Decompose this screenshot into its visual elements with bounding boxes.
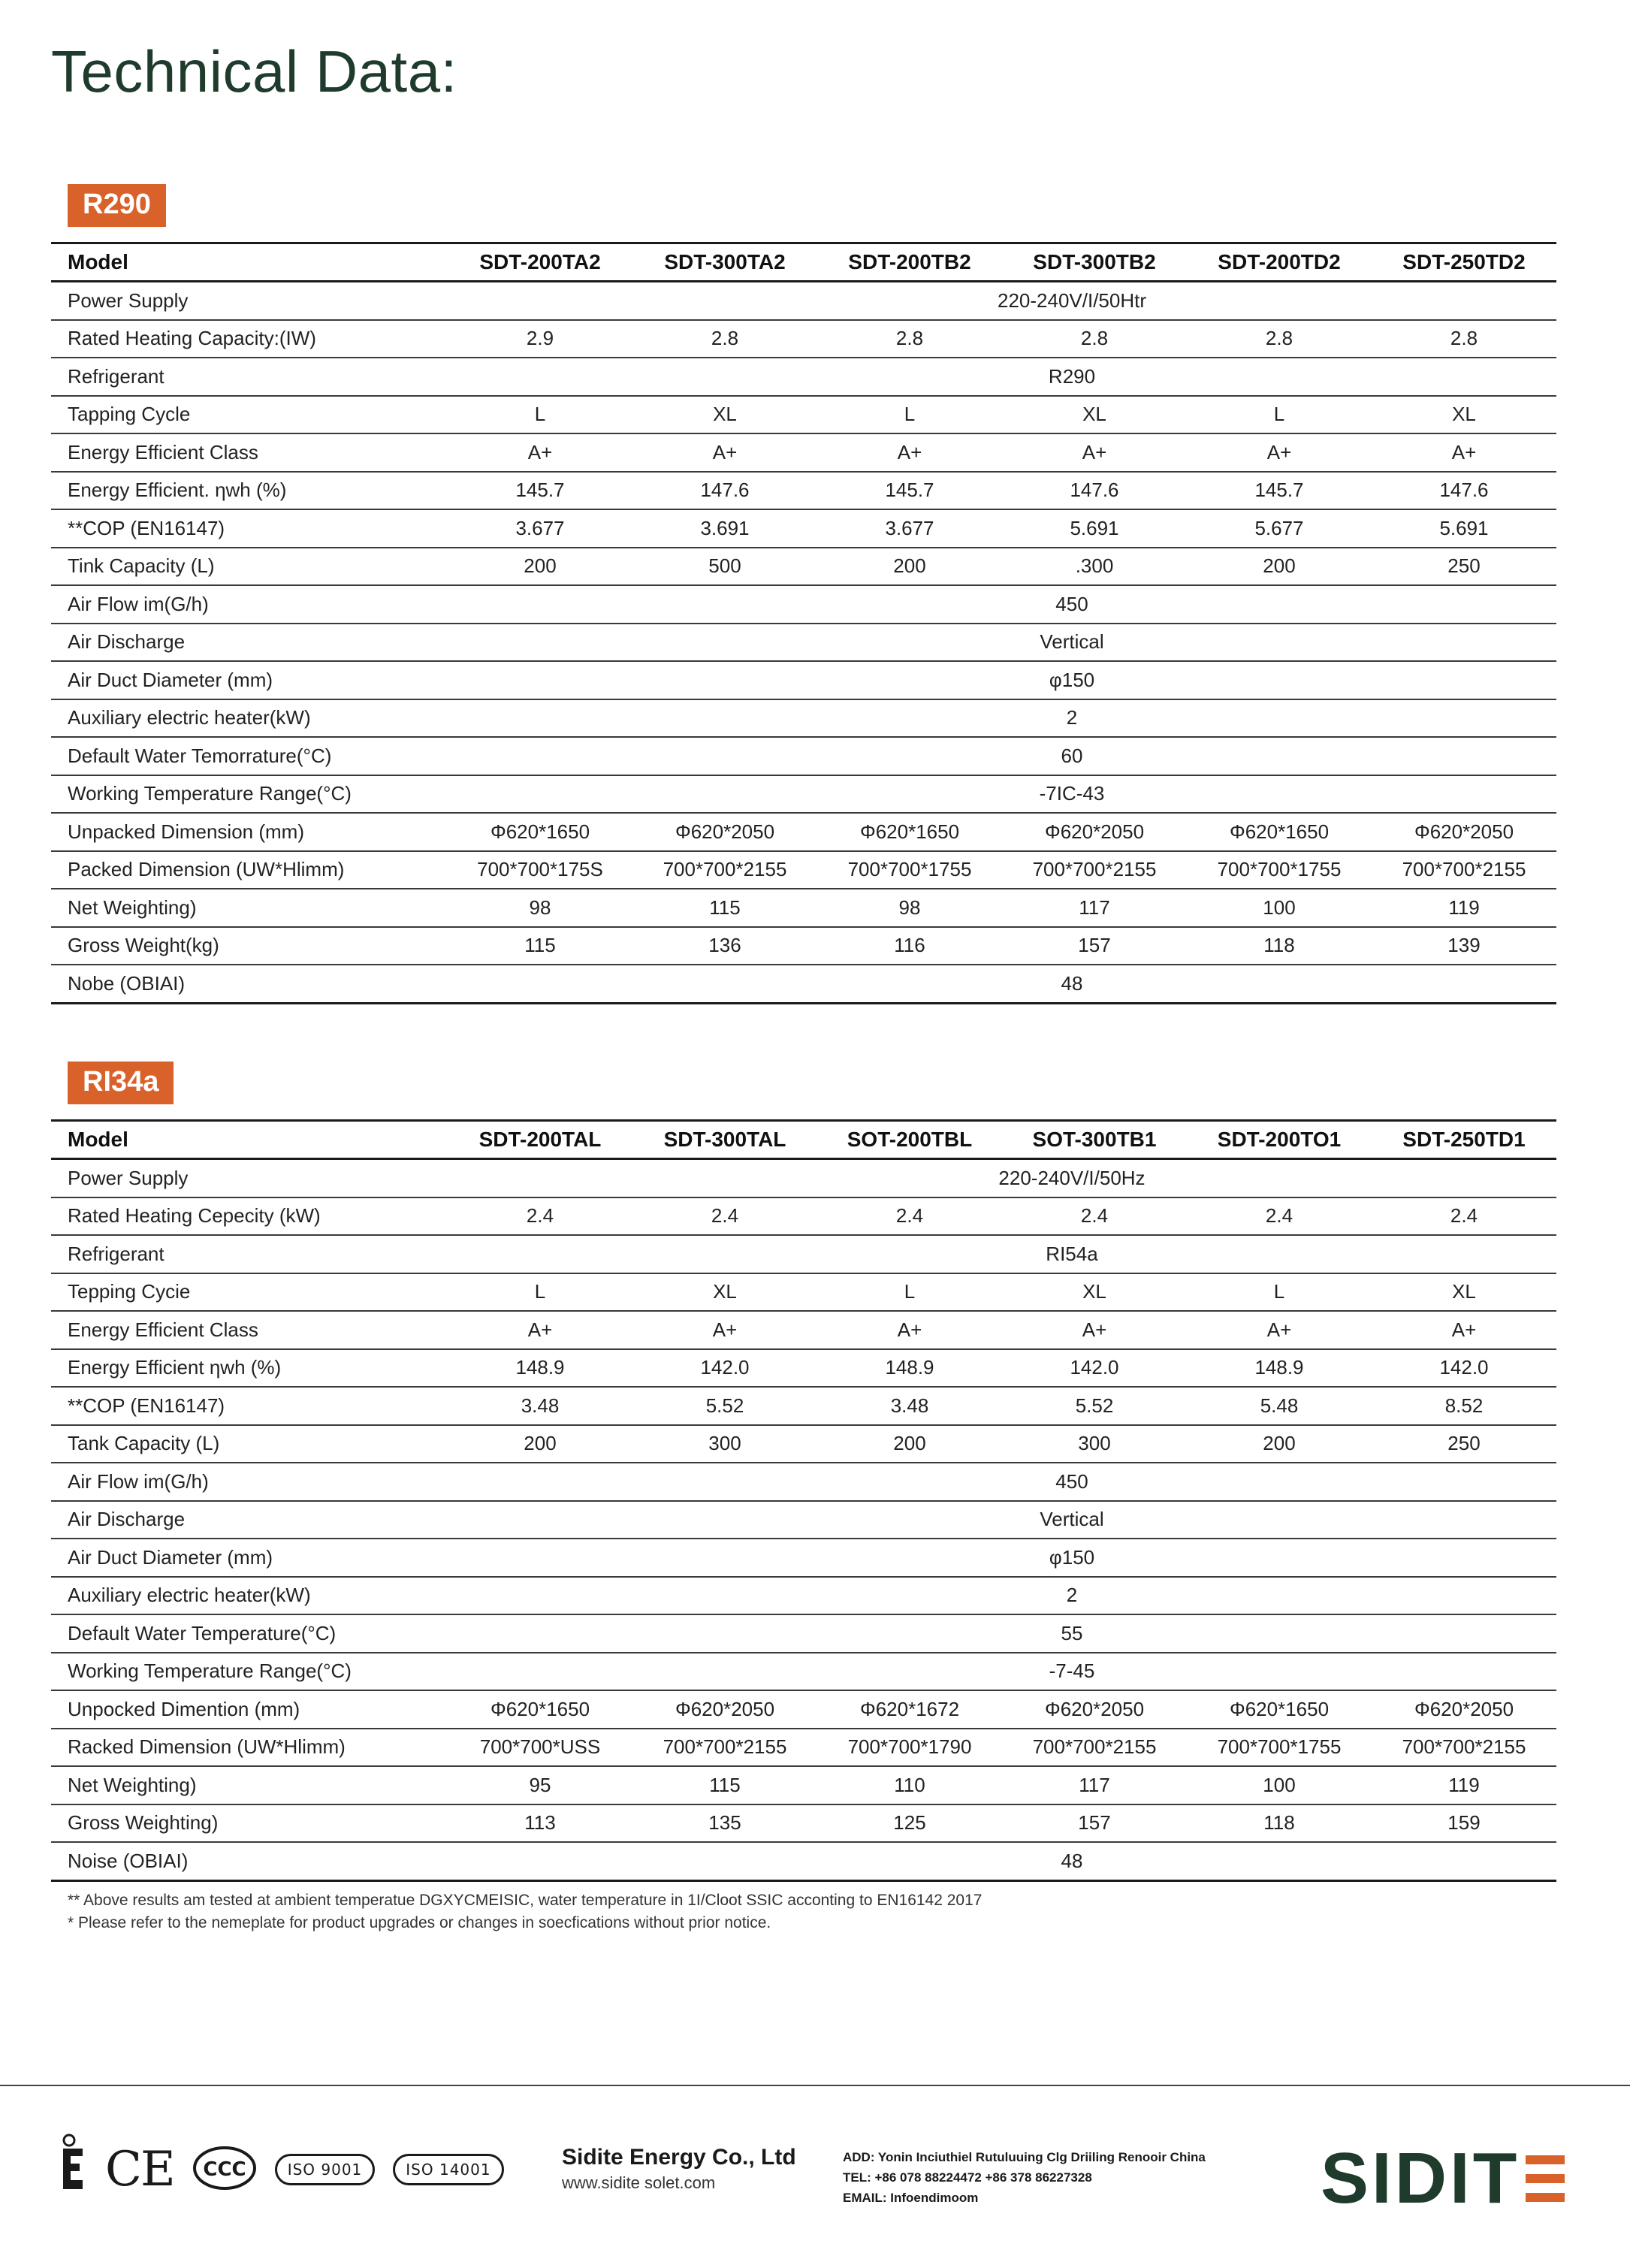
logo-wordmark: SIDIT bbox=[1321, 2138, 1520, 2218]
value-cell: 700*700*1755 bbox=[817, 851, 1002, 889]
header-model-cell: SDT-250TD2 bbox=[1372, 243, 1556, 282]
value-cell: 142.0 bbox=[1372, 1349, 1556, 1388]
value-cell: XL bbox=[1372, 1273, 1556, 1312]
value-cell: Φ620*1672 bbox=[817, 1690, 1002, 1729]
table-row bbox=[51, 1653, 1556, 1691]
value-cell: 2.4 bbox=[448, 1197, 632, 1236]
row-label: Default Water Temperature(°C) bbox=[51, 1614, 448, 1653]
row-label: Tink Capacity (L) bbox=[51, 548, 448, 586]
spanned-value-cell: 450 bbox=[448, 1463, 1556, 1501]
value-cell: 100 bbox=[1187, 889, 1372, 927]
value-cell: 136 bbox=[632, 927, 817, 965]
value-cell: L bbox=[448, 1273, 632, 1312]
contact-info bbox=[843, 2147, 1206, 2208]
table-row bbox=[51, 1729, 1556, 1767]
row-label: Tank Capacity (L) bbox=[51, 1425, 448, 1463]
value-cell: 147.6 bbox=[632, 472, 817, 510]
value-cell: 700*700*175S bbox=[448, 851, 632, 889]
value-cell: 3.677 bbox=[448, 509, 632, 548]
row-label: Power Supply bbox=[51, 282, 448, 320]
row-label: Racked Dimension (UW*Hlimm) bbox=[51, 1729, 448, 1767]
table-row bbox=[51, 1349, 1556, 1388]
value-cell: 95 bbox=[448, 1766, 632, 1804]
value-cell: 145.7 bbox=[817, 472, 1002, 510]
value-cell: 700*700*1755 bbox=[1187, 1729, 1372, 1767]
spanned-value-cell: 55 bbox=[448, 1614, 1556, 1653]
value-cell: A+ bbox=[1372, 1311, 1556, 1349]
row-label: Default Water Temorrature(°C) bbox=[51, 737, 448, 775]
table-row bbox=[51, 1539, 1556, 1577]
value-cell: 115 bbox=[632, 889, 817, 927]
value-cell: 119 bbox=[1372, 1766, 1556, 1804]
row-label: Air Discharge bbox=[51, 1501, 448, 1539]
value-cell: 2.4 bbox=[1187, 1197, 1372, 1236]
value-cell: 113 bbox=[448, 1804, 632, 1843]
certification-marks bbox=[59, 2132, 504, 2207]
value-cell: 5.691 bbox=[1002, 509, 1187, 548]
value-cell: Φ620*1650 bbox=[1187, 813, 1372, 851]
table-row bbox=[51, 927, 1556, 965]
value-cell: XL bbox=[1002, 396, 1187, 434]
table-row bbox=[51, 889, 1556, 927]
value-cell: 118 bbox=[1187, 1804, 1372, 1843]
value-cell: 2.4 bbox=[817, 1197, 1002, 1236]
value-cell: 700*700*1790 bbox=[817, 1729, 1002, 1767]
table-row bbox=[51, 358, 1556, 396]
row-label: Refrigerant bbox=[51, 358, 448, 396]
spanned-value-cell: -7IC-43 bbox=[448, 775, 1556, 814]
table-row bbox=[51, 1842, 1556, 1880]
table-row bbox=[51, 509, 1556, 548]
value-cell: A+ bbox=[1002, 433, 1187, 472]
value-cell: 98 bbox=[817, 889, 1002, 927]
value-cell: L bbox=[817, 396, 1002, 434]
value-cell: L bbox=[1187, 396, 1372, 434]
header-model-cell: SDT-200TD2 bbox=[1187, 243, 1372, 282]
value-cell: 5.677 bbox=[1187, 509, 1372, 548]
value-cell: 148.9 bbox=[448, 1349, 632, 1388]
footnotes bbox=[51, 1889, 1556, 1934]
row-label: Auxiliary electric heater(kW) bbox=[51, 699, 448, 738]
value-cell: Φ620*2050 bbox=[1002, 813, 1187, 851]
value-cell: 147.6 bbox=[1372, 472, 1556, 510]
value-cell: 100 bbox=[1187, 1766, 1372, 1804]
table-row bbox=[51, 1273, 1556, 1312]
value-cell: L bbox=[448, 396, 632, 434]
spanned-value-cell: φ150 bbox=[448, 661, 1556, 699]
table-header-row bbox=[51, 1121, 1556, 1159]
row-label: Net Weighting) bbox=[51, 1766, 448, 1804]
header-model-cell: SDT-250TD1 bbox=[1372, 1121, 1556, 1159]
row-label: Energy Efficient. ηwh (%) bbox=[51, 472, 448, 510]
refrigerant-badge: RI34a bbox=[68, 1062, 174, 1104]
value-cell: L bbox=[1187, 1273, 1372, 1312]
row-label: Working Temperature Range(°C) bbox=[51, 775, 448, 814]
value-cell: A+ bbox=[632, 433, 817, 472]
value-cell: 200 bbox=[817, 1425, 1002, 1463]
table-row bbox=[51, 624, 1556, 662]
value-cell: A+ bbox=[1372, 433, 1556, 472]
header-model-cell: SDT-300TA2 bbox=[632, 243, 817, 282]
footer-divider bbox=[0, 2085, 1630, 2086]
value-cell: 98 bbox=[448, 889, 632, 927]
email-line: EMAIL: Infoendimoom bbox=[843, 2191, 979, 2205]
ccc-label: CCC bbox=[203, 2158, 246, 2181]
table-row bbox=[51, 433, 1556, 472]
value-cell: 135 bbox=[632, 1804, 817, 1843]
table-row bbox=[51, 1463, 1556, 1501]
value-cell: 700*700*2155 bbox=[632, 1729, 817, 1767]
value-cell: 116 bbox=[817, 927, 1002, 965]
table-row bbox=[51, 1159, 1556, 1197]
value-cell: 2.8 bbox=[817, 320, 1002, 358]
value-cell: A+ bbox=[448, 1311, 632, 1349]
value-cell: Φ620*1650 bbox=[817, 813, 1002, 851]
value-cell: 200 bbox=[817, 548, 1002, 586]
value-cell: 3.677 bbox=[817, 509, 1002, 548]
value-cell: 147.6 bbox=[1002, 472, 1187, 510]
sidite-logo bbox=[1321, 2138, 1565, 2218]
spanned-value-cell: 60 bbox=[448, 737, 1556, 775]
row-label: Air Duct Diameter (mm) bbox=[51, 1539, 448, 1577]
value-cell: 145.7 bbox=[1187, 472, 1372, 510]
value-cell: 500 bbox=[632, 548, 817, 586]
value-cell: 700*700*2155 bbox=[1002, 851, 1187, 889]
spanned-value-cell: Vertical bbox=[448, 624, 1556, 662]
value-cell: XL bbox=[632, 1273, 817, 1312]
energy-label-icon bbox=[59, 2134, 87, 2206]
value-cell: 200 bbox=[1187, 1425, 1372, 1463]
spec-table bbox=[51, 1119, 1556, 1882]
value-cell: 2.8 bbox=[1002, 320, 1187, 358]
row-label: Rated Heating Cepecity (kW) bbox=[51, 1197, 448, 1236]
spanned-value-cell: 220-240V/I/50Hz bbox=[448, 1159, 1556, 1197]
row-label: Refrigerant bbox=[51, 1235, 448, 1273]
company-info bbox=[562, 2145, 796, 2193]
header-model-cell: SDT-200TAL bbox=[448, 1121, 632, 1159]
value-cell: A+ bbox=[1187, 433, 1372, 472]
row-label: Unpacked Dimension (mm) bbox=[51, 813, 448, 851]
value-cell: 2.8 bbox=[1372, 320, 1556, 358]
value-cell: 145.7 bbox=[448, 472, 632, 510]
row-label: Working Temperature Range(°C) bbox=[51, 1653, 448, 1691]
spanned-value-cell: 48 bbox=[448, 1842, 1556, 1880]
value-cell: 2.4 bbox=[1372, 1197, 1556, 1236]
spanned-value-cell: 2 bbox=[448, 699, 1556, 738]
value-cell: 110 bbox=[817, 1766, 1002, 1804]
value-cell: 118 bbox=[1187, 927, 1372, 965]
value-cell: 148.9 bbox=[817, 1349, 1002, 1388]
value-cell: 700*700*USS bbox=[448, 1729, 632, 1767]
row-label: Nobe (OBIAI) bbox=[51, 965, 448, 1003]
address-line: ADD: Yonin Inciuthiel Rutuluuing Clg Driiling Renooir China bbox=[843, 2150, 1206, 2164]
value-cell: XL bbox=[632, 396, 817, 434]
row-label: Net Weighting) bbox=[51, 889, 448, 927]
value-cell: 250 bbox=[1372, 1425, 1556, 1463]
row-label: Power Supply bbox=[51, 1159, 448, 1197]
table-row bbox=[51, 965, 1556, 1003]
value-cell: 700*700*2155 bbox=[1002, 1729, 1187, 1767]
value-cell: 250 bbox=[1372, 548, 1556, 586]
table-row bbox=[51, 1690, 1556, 1729]
row-label: Air Flow im(G/h) bbox=[51, 585, 448, 624]
value-cell: A+ bbox=[1002, 1311, 1187, 1349]
table-row bbox=[51, 1577, 1556, 1615]
row-label: Energy Efficient Class bbox=[51, 433, 448, 472]
table-row bbox=[51, 661, 1556, 699]
row-label: Rated Heating Capacity:(IW) bbox=[51, 320, 448, 358]
row-label: Air Duct Diameter (mm) bbox=[51, 661, 448, 699]
spanned-value-cell: 450 bbox=[448, 585, 1556, 624]
header-model-label: Model bbox=[51, 243, 448, 282]
value-cell: 700*700*2155 bbox=[632, 851, 817, 889]
value-cell: 3.691 bbox=[632, 509, 817, 548]
row-label: Tepping Cycie bbox=[51, 1273, 448, 1312]
row-label: Gross Weighting) bbox=[51, 1804, 448, 1843]
value-cell: Φ620*1650 bbox=[448, 1690, 632, 1729]
value-cell: 700*700*1755 bbox=[1187, 851, 1372, 889]
value-cell: A+ bbox=[817, 1311, 1002, 1349]
row-label: Auxiliary electric heater(kW) bbox=[51, 1577, 448, 1615]
value-cell: Φ620*2050 bbox=[632, 1690, 817, 1729]
table-row bbox=[51, 548, 1556, 586]
table-row bbox=[51, 775, 1556, 814]
spanned-value-cell: R290 bbox=[448, 358, 1556, 396]
spanned-value-cell: 2 bbox=[448, 1577, 1556, 1615]
table-row bbox=[51, 282, 1556, 320]
row-label: Gross Weight(kg) bbox=[51, 927, 448, 965]
row-label: Air Discharge bbox=[51, 624, 448, 662]
footnote: * Please refer to the nemeplate for product upgrades or changes in soecfications without prior notice. bbox=[68, 1913, 771, 1931]
iso-9001-badge: ISO 9001 bbox=[275, 2154, 376, 2185]
table-row bbox=[51, 1311, 1556, 1349]
value-cell: 5.691 bbox=[1372, 509, 1556, 548]
value-cell: 5.52 bbox=[1002, 1387, 1187, 1425]
value-cell: A+ bbox=[632, 1311, 817, 1349]
header-model-label: Model bbox=[51, 1121, 448, 1159]
table-row bbox=[51, 1235, 1556, 1273]
table-row bbox=[51, 1766, 1556, 1804]
value-cell: A+ bbox=[1187, 1311, 1372, 1349]
value-cell: 148.9 bbox=[1187, 1349, 1372, 1388]
value-cell: 3.48 bbox=[448, 1387, 632, 1425]
r134a-section bbox=[51, 1062, 1556, 1934]
value-cell: 2.9 bbox=[448, 320, 632, 358]
table-row bbox=[51, 1614, 1556, 1653]
table-row bbox=[51, 851, 1556, 889]
spanned-value-cell: Vertical bbox=[448, 1501, 1556, 1539]
value-cell: L bbox=[817, 1273, 1002, 1312]
row-label: **COP (EN16147) bbox=[51, 509, 448, 548]
value-cell: XL bbox=[1002, 1273, 1187, 1312]
table-row bbox=[51, 813, 1556, 851]
value-cell: Φ620*1650 bbox=[448, 813, 632, 851]
page-title: Technical Data: bbox=[51, 38, 457, 104]
table-row bbox=[51, 737, 1556, 775]
value-cell: 8.52 bbox=[1372, 1387, 1556, 1425]
table-header-row bbox=[51, 243, 1556, 282]
row-label: Packed Dimension (UW*Hlimm) bbox=[51, 851, 448, 889]
value-cell: 119 bbox=[1372, 889, 1556, 927]
value-cell: 2.4 bbox=[1002, 1197, 1187, 1236]
value-cell: A+ bbox=[817, 433, 1002, 472]
value-cell: 200 bbox=[1187, 548, 1372, 586]
value-cell: 125 bbox=[817, 1804, 1002, 1843]
spanned-value-cell: φ150 bbox=[448, 1539, 1556, 1577]
refrigerant-badge: R290 bbox=[68, 184, 166, 227]
table-row bbox=[51, 699, 1556, 738]
value-cell: 300 bbox=[1002, 1425, 1187, 1463]
spanned-value-cell: RI54a bbox=[448, 1235, 1556, 1273]
header-model-cell: SDT-200TB2 bbox=[817, 243, 1002, 282]
value-cell: 142.0 bbox=[632, 1349, 817, 1388]
value-cell: 200 bbox=[448, 1425, 632, 1463]
value-cell: 700*700*2155 bbox=[1372, 851, 1556, 889]
row-label: **COP (EN16147) bbox=[51, 1387, 448, 1425]
value-cell: 5.48 bbox=[1187, 1387, 1372, 1425]
footnote: ** Above results am tested at ambient temperatue DGXYCMEISIC, water temperature in 1I/Cloot SSIC acconting to EN16142 2017 bbox=[68, 1891, 983, 1909]
spanned-value-cell: -7-45 bbox=[448, 1653, 1556, 1691]
value-cell: 700*700*2155 bbox=[1372, 1729, 1556, 1767]
header-model-cell: SOT-300TB1 bbox=[1002, 1121, 1187, 1159]
value-cell: Φ620*1650 bbox=[1187, 1690, 1372, 1729]
row-label: Noise (OBIAI) bbox=[51, 1842, 448, 1880]
value-cell: 139 bbox=[1372, 927, 1556, 965]
table-row bbox=[51, 1501, 1556, 1539]
value-cell: 2.4 bbox=[632, 1197, 817, 1236]
row-label: Unpocked Dimention (mm) bbox=[51, 1690, 448, 1729]
table-row bbox=[51, 1804, 1556, 1843]
value-cell: 200 bbox=[448, 548, 632, 586]
value-cell: .300 bbox=[1002, 548, 1187, 586]
value-cell: 157 bbox=[1002, 927, 1187, 965]
header-model-cell: SDT-300TB2 bbox=[1002, 243, 1187, 282]
value-cell: Φ620*2050 bbox=[1002, 1690, 1187, 1729]
value-cell: 159 bbox=[1372, 1804, 1556, 1843]
value-cell: 5.52 bbox=[632, 1387, 817, 1425]
table-row bbox=[51, 585, 1556, 624]
company-website[interactable]: www.sidite solet.com bbox=[562, 2173, 716, 2192]
row-label: Tapping Cycle bbox=[51, 396, 448, 434]
header-model-cell: SDT-300TAL bbox=[632, 1121, 817, 1159]
value-cell: Φ620*2050 bbox=[1372, 1690, 1556, 1729]
spec-table bbox=[51, 242, 1556, 1004]
row-label: Air Flow im(G/h) bbox=[51, 1463, 448, 1501]
phone-line: TEL: +86 078 88224472 +86 378 86227328 bbox=[843, 2170, 1092, 2185]
header-model-cell: SDT-200TA2 bbox=[448, 243, 632, 282]
value-cell: XL bbox=[1372, 396, 1556, 434]
table-row bbox=[51, 1197, 1556, 1236]
value-cell: 115 bbox=[448, 927, 632, 965]
value-cell: 157 bbox=[1002, 1804, 1187, 1843]
company-name: Sidite Energy Co., Ltd bbox=[562, 2145, 796, 2170]
table-row bbox=[51, 1425, 1556, 1463]
value-cell: 142.0 bbox=[1002, 1349, 1187, 1388]
logo-e-bars-icon bbox=[1526, 2155, 1565, 2202]
ce-mark-icon: CE bbox=[105, 2142, 174, 2197]
value-cell: Φ620*2050 bbox=[1372, 813, 1556, 851]
value-cell: 117 bbox=[1002, 1766, 1187, 1804]
table-row bbox=[51, 396, 1556, 434]
header-model-cell: SDT-200TO1 bbox=[1187, 1121, 1372, 1159]
r290-section bbox=[51, 184, 1556, 1004]
spanned-value-cell: 220-240V/I/50Htr bbox=[448, 282, 1556, 320]
spanned-value-cell: 48 bbox=[448, 965, 1556, 1003]
value-cell: 117 bbox=[1002, 889, 1187, 927]
value-cell: 2.8 bbox=[1187, 320, 1372, 358]
ccc-mark-icon bbox=[192, 2146, 257, 2194]
value-cell: Φ620*2050 bbox=[632, 813, 817, 851]
value-cell: 3.48 bbox=[817, 1387, 1002, 1425]
value-cell: 2.8 bbox=[632, 320, 817, 358]
table-row bbox=[51, 472, 1556, 510]
row-label: Energy Efficient ηwh (%) bbox=[51, 1349, 448, 1388]
value-cell: A+ bbox=[448, 433, 632, 472]
value-cell: 300 bbox=[632, 1425, 817, 1463]
iso-14001-badge: ISO 14001 bbox=[393, 2154, 503, 2185]
value-cell: 115 bbox=[632, 1766, 817, 1804]
table-row bbox=[51, 1387, 1556, 1425]
header-model-cell: SOT-200TBL bbox=[817, 1121, 1002, 1159]
row-label: Energy Efficient Class bbox=[51, 1311, 448, 1349]
table-row bbox=[51, 320, 1556, 358]
